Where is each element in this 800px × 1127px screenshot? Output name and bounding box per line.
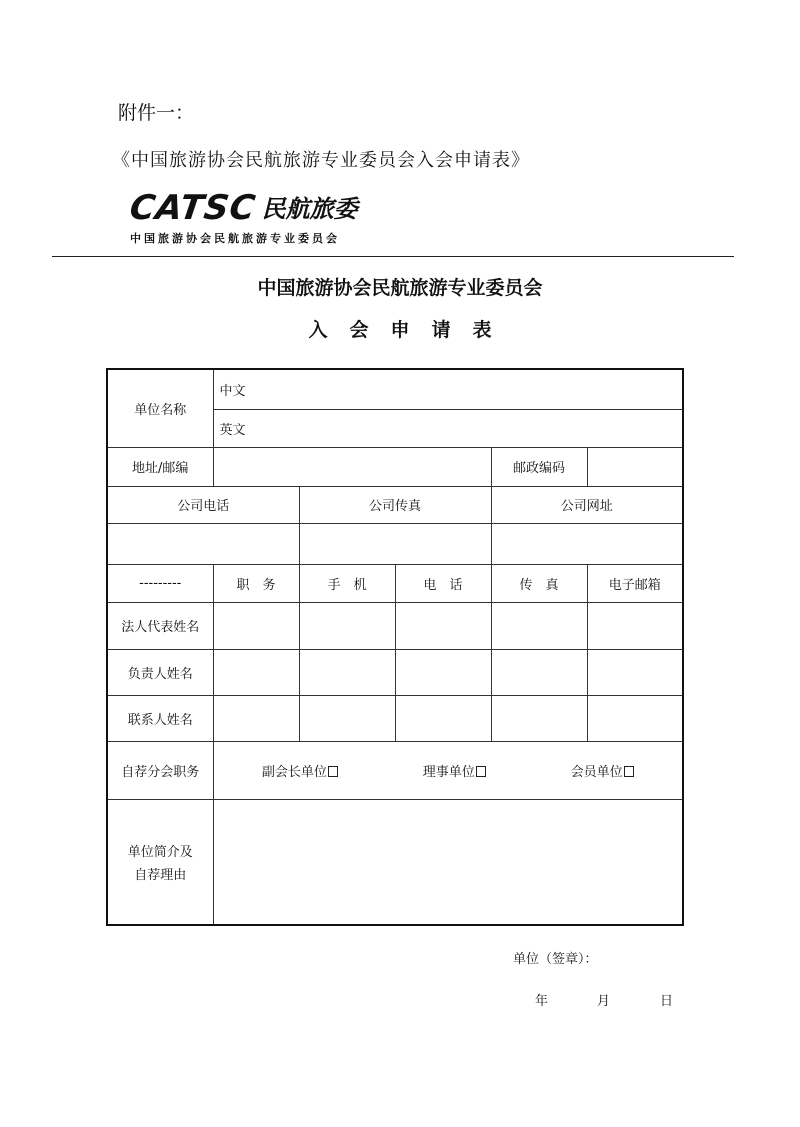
- mobile-header: 手 机: [299, 564, 395, 602]
- option-director[interactable]: [423, 761, 486, 780]
- company-phone-label: 公司电话: [107, 486, 299, 523]
- contact-label: 联系人姓名: [107, 695, 213, 741]
- date-day-label: 日: [660, 994, 674, 1009]
- postcode-label: 邮政编码: [491, 447, 587, 486]
- vice-president-checkbox[interactable]: [328, 766, 338, 777]
- org-title: 中国旅游协会民航旅游专业委员会: [257, 277, 543, 299]
- logo-cn-text: 民航旅委: [261, 195, 358, 223]
- company-phone-field[interactable]: [107, 523, 299, 564]
- contact-phone-field[interactable]: [395, 695, 491, 741]
- intro-label: [107, 799, 213, 925]
- address-field[interactable]: [213, 447, 491, 486]
- company-website-label: 公司网址: [491, 486, 683, 523]
- legal-rep-phone-field[interactable]: [395, 602, 491, 649]
- vice-president-label: 副会长单位: [261, 764, 327, 780]
- form-title: 入会申请表: [308, 319, 514, 341]
- unit-name-chinese-field[interactable]: [213, 369, 683, 409]
- option-member[interactable]: [571, 761, 634, 780]
- person-in-charge-phone-field[interactable]: [395, 649, 491, 695]
- member-label: 会员单位: [570, 764, 623, 780]
- address-label: 地址/邮编: [107, 447, 213, 486]
- header-divider: [52, 256, 734, 257]
- person-in-charge-label: 负责人姓名: [107, 649, 213, 695]
- application-form-table: [106, 368, 684, 926]
- intro-label-line2: 自荐理由: [134, 867, 187, 883]
- director-checkbox[interactable]: [476, 766, 486, 777]
- email-header: 电子邮箱: [587, 564, 683, 602]
- legal-rep-label: 法人代表姓名: [107, 602, 213, 649]
- person-in-charge-position-field[interactable]: [213, 649, 299, 695]
- date-year-label: 年: [535, 994, 549, 1009]
- contact-mobile-field[interactable]: [299, 695, 395, 741]
- legal-rep-fax-field[interactable]: [491, 602, 587, 649]
- catsc-logo: [127, 188, 430, 250]
- contact-email-field[interactable]: [587, 695, 683, 741]
- member-checkbox[interactable]: [624, 766, 634, 777]
- company-fax-label: 公司传真: [299, 486, 491, 523]
- chinese-label: 中文: [219, 383, 246, 399]
- attachment-label: 附件一：: [118, 102, 195, 124]
- english-label: 英文: [219, 422, 246, 438]
- role-options: [213, 741, 683, 799]
- person-in-charge-email-field[interactable]: [587, 649, 683, 695]
- person-in-charge-mobile-field[interactable]: [299, 649, 395, 695]
- company-fax-field[interactable]: [299, 523, 491, 564]
- date-month-label: 月: [597, 994, 611, 1009]
- unit-name-label: 单位名称: [107, 369, 213, 447]
- intro-label-line1: 单位简介及: [127, 844, 193, 860]
- option-vice-president[interactable]: [262, 761, 338, 780]
- legal-rep-email-field[interactable]: [587, 602, 683, 649]
- person-in-charge-fax-field[interactable]: [491, 649, 587, 695]
- position-header: 职 务: [213, 564, 299, 602]
- legal-rep-mobile-field[interactable]: [299, 602, 395, 649]
- logo-subtitle: 中国旅游协会民航旅游专业委员会: [130, 232, 340, 245]
- phone-header: 电 话: [395, 564, 491, 602]
- director-label: 理事单位: [422, 764, 475, 780]
- seal-label: 单位（签章）：: [513, 952, 598, 967]
- document-title: 《中国旅游协会民航旅游专业委员会入会申请表》: [112, 150, 530, 171]
- contact-position-field[interactable]: [213, 695, 299, 741]
- legal-rep-position-field[interactable]: [213, 602, 299, 649]
- logo-latin-text: CATSC: [127, 188, 259, 228]
- fax-header: 传 真: [491, 564, 587, 602]
- unit-name-english-field[interactable]: [213, 409, 683, 447]
- contact-fax-field[interactable]: [491, 695, 587, 741]
- self-nominated-role-label: 自荐分会职务: [107, 741, 213, 799]
- postcode-field[interactable]: [587, 447, 683, 486]
- company-website-field[interactable]: [491, 523, 683, 564]
- dashes-cell: ---------: [107, 564, 213, 602]
- intro-field[interactable]: [213, 799, 683, 925]
